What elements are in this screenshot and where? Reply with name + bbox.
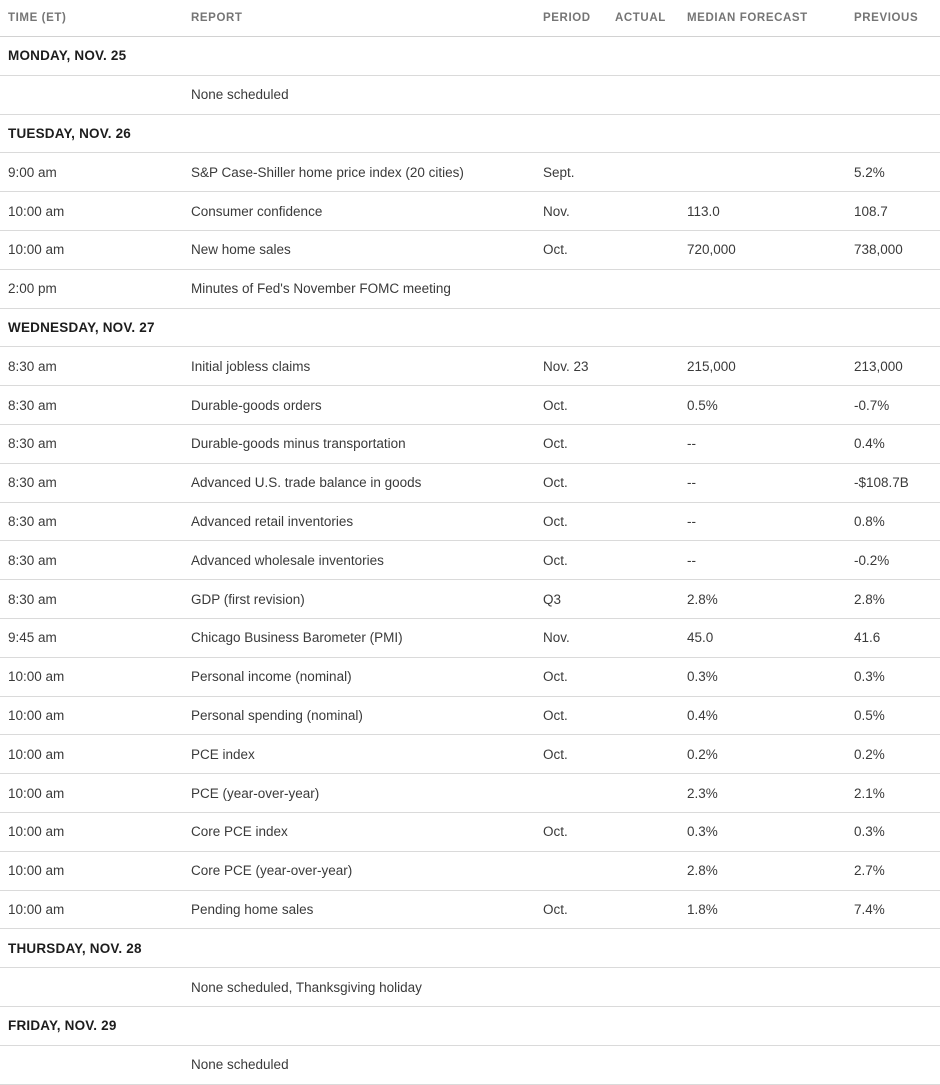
time-cell <box>0 75 191 114</box>
actual-cell <box>615 386 687 425</box>
median-forecast-cell: -- <box>687 424 854 463</box>
period-cell <box>543 774 615 813</box>
median-forecast-cell: -- <box>687 502 854 541</box>
actual-cell <box>615 269 687 308</box>
report-row <box>0 386 940 425</box>
calendar-header <box>0 0 940 37</box>
time-cell: 10:00 am <box>0 774 191 813</box>
actual-cell <box>615 890 687 929</box>
time-cell: 2:00 pm <box>0 269 191 308</box>
column-header-time: TIME (ET) <box>0 0 191 37</box>
time-cell: 8:30 am <box>0 386 191 425</box>
median-forecast-cell: -- <box>687 541 854 580</box>
report-row <box>0 502 940 541</box>
report-cell: None scheduled <box>191 1045 543 1084</box>
day-header-row <box>0 1006 940 1045</box>
median-forecast-cell: 2.8% <box>687 580 854 619</box>
median-forecast-cell: 2.8% <box>687 851 854 890</box>
time-cell: 10:00 am <box>0 230 191 269</box>
report-cell: Core PCE (year-over-year) <box>191 851 543 890</box>
actual-cell <box>615 192 687 231</box>
day-header-row <box>0 929 940 968</box>
period-cell: Oct. <box>543 386 615 425</box>
period-cell: Sept. <box>543 153 615 192</box>
report-row <box>0 851 940 890</box>
period-cell: Oct. <box>543 502 615 541</box>
time-cell: 10:00 am <box>0 812 191 851</box>
report-cell: Pending home sales <box>191 890 543 929</box>
time-cell <box>0 968 191 1007</box>
actual-cell <box>615 75 687 114</box>
actual-cell <box>615 968 687 1007</box>
actual-cell <box>615 851 687 890</box>
report-cell: GDP (first revision) <box>191 580 543 619</box>
period-cell: Oct. <box>543 541 615 580</box>
report-row <box>0 463 940 502</box>
time-cell: 8:30 am <box>0 424 191 463</box>
report-row <box>0 269 940 308</box>
previous-cell <box>854 1045 940 1084</box>
median-forecast-cell <box>687 1045 854 1084</box>
median-forecast-cell: -- <box>687 463 854 502</box>
actual-cell <box>615 812 687 851</box>
report-row <box>0 1045 940 1084</box>
actual-cell <box>615 657 687 696</box>
report-cell: Advanced wholesale inventories <box>191 541 543 580</box>
report-cell: Initial jobless claims <box>191 347 543 386</box>
time-cell: 10:00 am <box>0 657 191 696</box>
report-row <box>0 696 940 735</box>
previous-cell: 2.8% <box>854 580 940 619</box>
report-cell: Minutes of Fed's November FOMC meeting <box>191 269 543 308</box>
time-cell: 10:00 am <box>0 192 191 231</box>
previous-cell: 5.2% <box>854 153 940 192</box>
report-row <box>0 812 940 851</box>
day-header-row <box>0 308 940 347</box>
period-cell: Oct. <box>543 890 615 929</box>
median-forecast-cell: 0.3% <box>687 657 854 696</box>
previous-cell: 0.2% <box>854 735 940 774</box>
actual-cell <box>615 1045 687 1084</box>
report-cell: Chicago Business Barometer (PMI) <box>191 618 543 657</box>
period-cell: Nov. <box>543 192 615 231</box>
actual-cell <box>615 580 687 619</box>
period-cell: Q3 <box>543 580 615 619</box>
actual-cell <box>615 541 687 580</box>
period-cell: Oct. <box>543 463 615 502</box>
time-cell <box>0 1045 191 1084</box>
period-cell: Oct. <box>543 812 615 851</box>
day-header-row <box>0 37 940 76</box>
report-row <box>0 424 940 463</box>
time-cell: 8:30 am <box>0 463 191 502</box>
report-cell: Personal spending (nominal) <box>191 696 543 735</box>
previous-cell: 108.7 <box>854 192 940 231</box>
period-cell: Oct. <box>543 230 615 269</box>
report-row <box>0 347 940 386</box>
report-row <box>0 890 940 929</box>
column-header-row <box>0 0 940 37</box>
actual-cell <box>615 463 687 502</box>
actual-cell <box>615 735 687 774</box>
median-forecast-cell: 1.8% <box>687 890 854 929</box>
report-cell: None scheduled, Thanksgiving holiday <box>191 968 543 1007</box>
actual-cell <box>615 230 687 269</box>
report-row <box>0 230 940 269</box>
previous-cell: 7.4% <box>854 890 940 929</box>
actual-cell <box>615 774 687 813</box>
time-cell: 10:00 am <box>0 696 191 735</box>
previous-cell <box>854 968 940 1007</box>
previous-cell: 2.7% <box>854 851 940 890</box>
time-cell: 8:30 am <box>0 502 191 541</box>
day-header-row <box>0 114 940 153</box>
previous-cell: 738,000 <box>854 230 940 269</box>
period-cell: Oct. <box>543 657 615 696</box>
report-cell: Personal income (nominal) <box>191 657 543 696</box>
calendar-body <box>0 37 940 1085</box>
actual-cell <box>615 502 687 541</box>
column-header-report: REPORT <box>191 0 543 37</box>
median-forecast-cell: 113.0 <box>687 192 854 231</box>
period-cell: Oct. <box>543 424 615 463</box>
report-cell: Durable-goods orders <box>191 386 543 425</box>
report-row <box>0 657 940 696</box>
report-row <box>0 153 940 192</box>
day-header-label: WEDNESDAY, NOV. 27 <box>0 308 940 347</box>
actual-cell <box>615 153 687 192</box>
day-header-label: TUESDAY, NOV. 26 <box>0 114 940 153</box>
time-cell: 8:30 am <box>0 580 191 619</box>
period-cell <box>543 269 615 308</box>
report-row <box>0 541 940 580</box>
previous-cell <box>854 75 940 114</box>
report-row <box>0 580 940 619</box>
period-cell: Oct. <box>543 696 615 735</box>
actual-cell <box>615 347 687 386</box>
day-header-label: MONDAY, NOV. 25 <box>0 37 940 76</box>
column-header-period: PERIOD <box>543 0 615 37</box>
report-row <box>0 735 940 774</box>
period-cell: Nov. <box>543 618 615 657</box>
previous-cell: 0.3% <box>854 812 940 851</box>
report-cell: None scheduled <box>191 75 543 114</box>
report-row <box>0 618 940 657</box>
period-cell <box>543 1045 615 1084</box>
time-cell: 9:45 am <box>0 618 191 657</box>
report-row <box>0 75 940 114</box>
column-header-actual: ACTUAL <box>615 0 687 37</box>
report-cell: Consumer confidence <box>191 192 543 231</box>
period-cell: Nov. 23 <box>543 347 615 386</box>
day-header-label: FRIDAY, NOV. 29 <box>0 1006 940 1045</box>
median-forecast-cell: 0.4% <box>687 696 854 735</box>
median-forecast-cell <box>687 269 854 308</box>
report-cell: S&P Case-Shiller home price index (20 cities) <box>191 153 543 192</box>
previous-cell: 0.5% <box>854 696 940 735</box>
period-cell <box>543 968 615 1007</box>
period-cell <box>543 75 615 114</box>
report-cell: PCE index <box>191 735 543 774</box>
median-forecast-cell <box>687 75 854 114</box>
previous-cell: -0.2% <box>854 541 940 580</box>
time-cell: 10:00 am <box>0 890 191 929</box>
time-cell: 10:00 am <box>0 851 191 890</box>
median-forecast-cell: 215,000 <box>687 347 854 386</box>
time-cell: 8:30 am <box>0 541 191 580</box>
report-cell: Advanced retail inventories <box>191 502 543 541</box>
period-cell <box>543 851 615 890</box>
report-cell: Durable-goods minus transportation <box>191 424 543 463</box>
median-forecast-cell <box>687 968 854 1007</box>
period-cell: Oct. <box>543 735 615 774</box>
day-header-label: THURSDAY, NOV. 28 <box>0 929 940 968</box>
report-cell: Core PCE index <box>191 812 543 851</box>
time-cell: 10:00 am <box>0 735 191 774</box>
median-forecast-cell: 2.3% <box>687 774 854 813</box>
actual-cell <box>615 618 687 657</box>
report-row <box>0 774 940 813</box>
median-forecast-cell: 0.5% <box>687 386 854 425</box>
previous-cell: 0.8% <box>854 502 940 541</box>
report-cell: New home sales <box>191 230 543 269</box>
previous-cell: 213,000 <box>854 347 940 386</box>
actual-cell <box>615 696 687 735</box>
previous-cell: 2.1% <box>854 774 940 813</box>
report-row <box>0 192 940 231</box>
column-header-previous: PREVIOUS <box>854 0 940 37</box>
time-cell: 8:30 am <box>0 347 191 386</box>
previous-cell: -$108.7B <box>854 463 940 502</box>
median-forecast-cell: 0.3% <box>687 812 854 851</box>
previous-cell: 41.6 <box>854 618 940 657</box>
report-cell: Advanced U.S. trade balance in goods <box>191 463 543 502</box>
median-forecast-cell <box>687 153 854 192</box>
previous-cell: -0.7% <box>854 386 940 425</box>
column-header-median-forecast: MEDIAN FORECAST <box>687 0 854 37</box>
report-cell: PCE (year-over-year) <box>191 774 543 813</box>
median-forecast-cell: 0.2% <box>687 735 854 774</box>
median-forecast-cell: 45.0 <box>687 618 854 657</box>
previous-cell <box>854 269 940 308</box>
median-forecast-cell: 720,000 <box>687 230 854 269</box>
previous-cell: 0.3% <box>854 657 940 696</box>
report-row <box>0 968 940 1007</box>
previous-cell: 0.4% <box>854 424 940 463</box>
time-cell: 9:00 am <box>0 153 191 192</box>
actual-cell <box>615 424 687 463</box>
